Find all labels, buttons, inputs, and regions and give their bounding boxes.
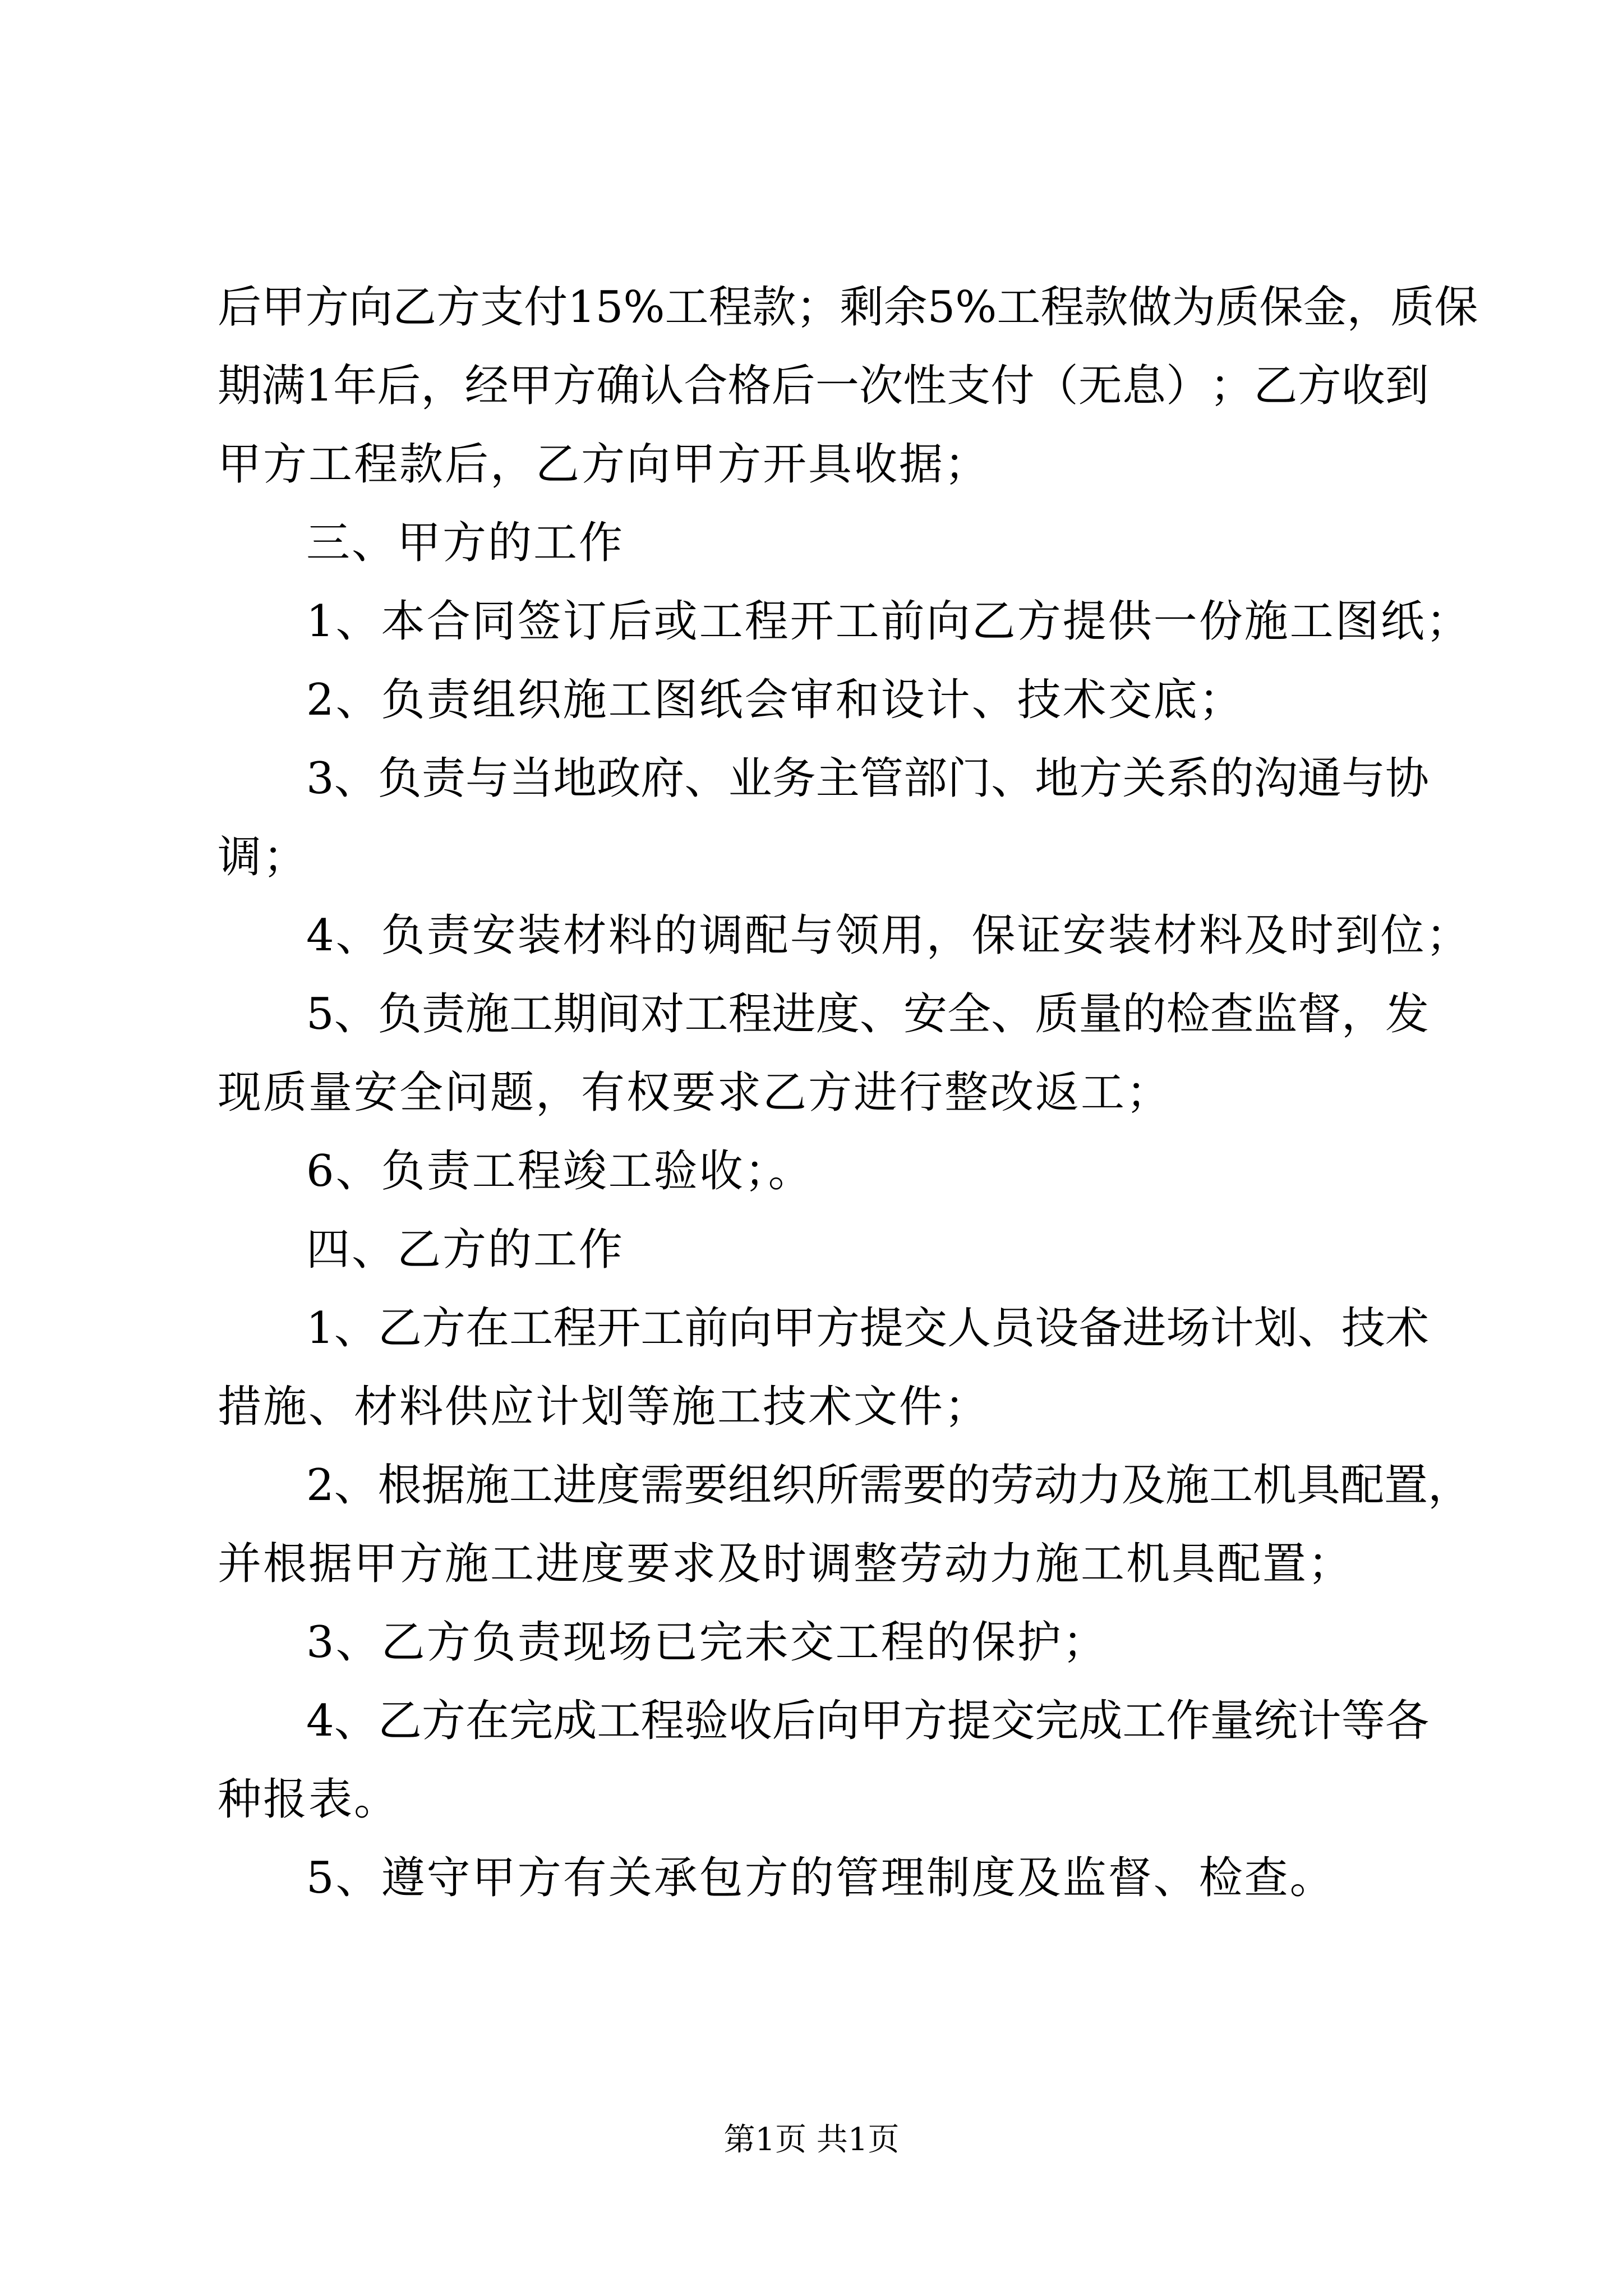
glyph: 收 xyxy=(728,1696,772,1746)
glyph: 统 xyxy=(1253,1696,1298,1746)
glyph: 甲 xyxy=(261,282,306,333)
glyph: 、 xyxy=(334,1460,378,1511)
glyph: 计 xyxy=(1297,1696,1341,1746)
list-item-party-b-4 xyxy=(306,1682,1429,1760)
glyph: 甲 xyxy=(508,361,552,411)
glyph: 的 xyxy=(946,1460,990,1511)
list-item-party-a-2: 2、负责组织施工图纸会审和设计、技术交底； xyxy=(306,675,1244,725)
glyph: 后 xyxy=(771,361,815,411)
glyph: 业 xyxy=(728,753,772,804)
glyph: 组 xyxy=(727,1460,772,1511)
glyph: 工 xyxy=(1209,1460,1253,1511)
list-item-party-a-3-cont: 调； xyxy=(218,832,309,882)
glyph: 期 xyxy=(218,361,262,411)
glyph: 量 xyxy=(1210,1696,1254,1746)
glyph: 具 xyxy=(1296,1460,1340,1511)
glyph: 工 xyxy=(997,282,1041,333)
glyph: 各 xyxy=(1385,1696,1429,1746)
glyph: 要 xyxy=(902,1460,947,1511)
glyph: 施 xyxy=(1165,1460,1209,1511)
glyph: 间 xyxy=(597,989,641,1039)
list-item-party-b-1-cont: 措施、材料供应计划等施工技术文件； xyxy=(218,1382,990,1432)
glyph: 工 xyxy=(684,989,728,1039)
list-item-party-a-1: 1、本合同签订后或工程开工前向乙方提供一份施工图纸； xyxy=(306,596,1472,647)
glyph: 计 xyxy=(1210,1303,1254,1354)
glyph: 性 xyxy=(903,361,947,411)
glyph: 负 xyxy=(377,989,422,1039)
glyph: 程 xyxy=(708,282,753,333)
glyph: 保 xyxy=(1259,282,1303,333)
glyph: 作 xyxy=(1166,1696,1210,1746)
glyph: 格 xyxy=(727,361,772,411)
glyph: 方 xyxy=(305,282,349,333)
glyph: 配 xyxy=(1340,1460,1385,1511)
glyph: 余 xyxy=(883,282,928,333)
glyph: 设 xyxy=(1035,1303,1079,1354)
glyph: 、 xyxy=(991,989,1035,1039)
list-item-party-a-3 xyxy=(306,739,1429,818)
glyph: 满 xyxy=(261,361,306,411)
glyph: 次 xyxy=(859,361,903,411)
glyph: 1 xyxy=(306,1303,334,1354)
glyph: 关 xyxy=(1122,753,1166,804)
glyph: 发 xyxy=(1385,989,1429,1039)
glyph: 方 xyxy=(421,1303,465,1354)
glyph: 协 xyxy=(1385,753,1429,804)
glyph: 息 xyxy=(1122,361,1166,411)
glyph: 施 xyxy=(465,1460,509,1511)
glyph: 款 xyxy=(752,282,796,333)
text-line-3: 甲方工程款后，乙方向甲方开具收据； xyxy=(218,439,990,490)
glyph: 向 xyxy=(349,282,393,333)
glyph: 、 xyxy=(684,753,728,804)
glyph: 支 xyxy=(947,361,991,411)
glyph: 根 xyxy=(377,1460,422,1511)
glyph: 方 xyxy=(903,1696,947,1746)
glyph: ； xyxy=(796,282,840,333)
glyph: 后 xyxy=(377,361,421,411)
glyph: 术 xyxy=(1385,1303,1429,1354)
glyph: 15% xyxy=(568,282,665,333)
glyph: ； xyxy=(1210,361,1254,411)
list-item-party-a-5-cont: 现质量安全问题，有权要求乙方进行整改返工； xyxy=(218,1068,1172,1118)
glyph: 织 xyxy=(771,1460,815,1511)
glyph: 成 xyxy=(1078,1696,1123,1746)
glyph: 完 xyxy=(509,1696,554,1746)
glyph: 责 xyxy=(421,989,465,1039)
glyph: 地 xyxy=(1035,753,1079,804)
glyph: 支 xyxy=(480,282,524,333)
glyph: 进 xyxy=(552,1460,597,1511)
glyph: 工 xyxy=(640,1303,685,1354)
glyph: 成 xyxy=(553,1696,597,1746)
glyph: 、 xyxy=(334,1696,378,1746)
glyph: 收 xyxy=(1341,361,1385,411)
glyph: 付 xyxy=(990,361,1035,411)
glyph: 通 xyxy=(1297,753,1341,804)
glyph: 剩 xyxy=(840,282,884,333)
glyph: 、 xyxy=(334,753,378,804)
glyph: 程 xyxy=(553,1303,597,1354)
glyph: 一 xyxy=(815,361,859,411)
glyph: 年 xyxy=(333,361,377,411)
glyph: 确 xyxy=(596,361,640,411)
glyph: 督 xyxy=(1297,989,1341,1039)
glyph: 务 xyxy=(772,753,816,804)
glyph: ） xyxy=(1166,361,1210,411)
glyph: 需 xyxy=(859,1460,903,1511)
list-item-party-b-3: 3、乙方负责现场已完未交工程的保护； xyxy=(306,1617,1108,1668)
glyph: 府 xyxy=(640,753,685,804)
glyph: 门 xyxy=(947,753,992,804)
glyph: ， xyxy=(1347,282,1391,333)
glyph: 与 xyxy=(465,753,510,804)
glyph: 4 xyxy=(306,1696,334,1746)
glyph: 负 xyxy=(377,753,422,804)
glyph: 工 xyxy=(1122,1696,1166,1746)
glyph: 金 xyxy=(1303,282,1347,333)
glyph: 劳 xyxy=(990,1460,1034,1511)
glyph: 、 xyxy=(859,989,903,1039)
glyph: 开 xyxy=(597,1303,641,1354)
glyph: 程 xyxy=(640,1696,685,1746)
glyph: 方 xyxy=(1078,753,1123,804)
glyph: 量 xyxy=(1078,989,1123,1039)
glyph: 据 xyxy=(421,1460,465,1511)
glyph: 5% xyxy=(927,282,997,333)
glyph: 、 xyxy=(334,1303,378,1354)
glyph: 在 xyxy=(465,1303,510,1354)
glyph: 提 xyxy=(859,1303,903,1354)
glyph: 在 xyxy=(465,1696,510,1746)
glyph: 动 xyxy=(1034,1460,1078,1511)
glyph: 政 xyxy=(597,753,641,804)
glyph: 后 xyxy=(218,282,262,333)
glyph: 交 xyxy=(991,1696,1035,1746)
section-heading-3: 三、甲方的工作 xyxy=(306,518,625,568)
glyph: 安 xyxy=(903,989,947,1039)
glyph: 方 xyxy=(421,1696,465,1746)
glyph: 等 xyxy=(1341,1696,1385,1746)
glyph: 查 xyxy=(1210,989,1254,1039)
glyph: 合 xyxy=(684,361,728,411)
glyph: 付 xyxy=(524,282,568,333)
glyph: 程 xyxy=(728,989,772,1039)
glyph: 向 xyxy=(815,1696,860,1746)
glyph: 管 xyxy=(859,753,903,804)
glyph: 方 xyxy=(1297,361,1341,411)
glyph: 2 xyxy=(306,1460,334,1511)
glyph: 程 xyxy=(1040,282,1085,333)
glyph: 的 xyxy=(1122,989,1166,1039)
glyph: 地 xyxy=(553,753,597,804)
glyph: 及 xyxy=(1121,1460,1165,1511)
glyph: 经 xyxy=(464,361,509,411)
list-item-party-b-2 xyxy=(306,1446,1472,1525)
glyph: 置 xyxy=(1384,1460,1428,1511)
glyph: 无 xyxy=(1078,361,1122,411)
list-item-party-b-4-cont: 种报表。 xyxy=(218,1774,400,1825)
glyph: 度 xyxy=(596,1460,640,1511)
glyph: 到 xyxy=(1385,361,1429,411)
glyph: 度 xyxy=(815,989,860,1039)
section-heading-4: 四、乙方的工作 xyxy=(306,1225,625,1275)
glyph: 验 xyxy=(684,1696,728,1746)
glyph: ， xyxy=(421,361,465,411)
glyph: 甲 xyxy=(859,1696,903,1746)
glyph: 1 xyxy=(305,361,333,411)
glyph: 的 xyxy=(1210,753,1254,804)
glyph: 乙 xyxy=(393,282,437,333)
glyph: 质 xyxy=(1035,989,1079,1039)
glyph: 款 xyxy=(1084,282,1128,333)
glyph: 当 xyxy=(509,753,554,804)
glyph: 进 xyxy=(1122,1303,1166,1354)
glyph: 责 xyxy=(421,753,465,804)
glyph: 工 xyxy=(509,1303,554,1354)
glyph: ， xyxy=(1428,1460,1472,1511)
list-item-party-b-2-cont: 并根据甲方施工进度要求及时调整劳动力施工机具配置； xyxy=(218,1539,1354,1589)
glyph: 划 xyxy=(1253,1303,1298,1354)
glyph: 质 xyxy=(1390,282,1435,333)
glyph: 工 xyxy=(597,1696,641,1746)
glyph: 方 xyxy=(552,361,596,411)
glyph: 为 xyxy=(1172,282,1216,333)
text-line-1 xyxy=(218,268,1478,347)
glyph: 场 xyxy=(1166,1303,1210,1354)
glyph: 乙 xyxy=(377,1303,422,1354)
list-item-party-a-6: 6、负责工程竣工验收；。 xyxy=(306,1146,814,1197)
glyph: 完 xyxy=(1035,1696,1079,1746)
glyph: 做 xyxy=(1128,282,1172,333)
glyph: 认 xyxy=(640,361,684,411)
glyph: 乙 xyxy=(1253,361,1298,411)
glyph: 技 xyxy=(1341,1303,1385,1354)
glyph: 、 xyxy=(1297,1303,1341,1354)
glyph: 对 xyxy=(640,989,685,1039)
glyph: 备 xyxy=(1078,1303,1123,1354)
glyph: 质 xyxy=(1215,282,1260,333)
glyph: 前 xyxy=(684,1303,728,1354)
glyph: ， xyxy=(1341,989,1385,1039)
glyph: 、 xyxy=(334,989,378,1039)
glyph: 、 xyxy=(991,753,1035,804)
glyph: （ xyxy=(1034,361,1078,411)
glyph: 3 xyxy=(306,753,334,804)
list-item-party-a-5 xyxy=(306,975,1429,1053)
glyph: 5 xyxy=(306,989,334,1039)
glyph: 检 xyxy=(1166,989,1210,1039)
page-footer: 第1页 共1页 xyxy=(723,2122,900,2158)
glyph: 方 xyxy=(436,282,481,333)
glyph: 沟 xyxy=(1253,753,1298,804)
glyph: 保 xyxy=(1434,282,1478,333)
glyph: 提 xyxy=(947,1696,992,1746)
glyph: 期 xyxy=(553,989,597,1039)
glyph: 进 xyxy=(772,989,816,1039)
glyph: 力 xyxy=(1077,1460,1122,1511)
glyph: 主 xyxy=(815,753,860,804)
glyph: 人 xyxy=(947,1303,992,1354)
glyph: 需 xyxy=(640,1460,684,1511)
glyph: 乙 xyxy=(377,1696,422,1746)
glyph: 员 xyxy=(991,1303,1035,1354)
list-item-party-b-5: 5、遵守甲方有关承包方的管理制度及监督、检查。 xyxy=(306,1853,1335,1903)
glyph: 方 xyxy=(815,1303,860,1354)
glyph: 系 xyxy=(1166,753,1210,804)
glyph: 部 xyxy=(903,753,947,804)
glyph: 与 xyxy=(1341,753,1385,804)
glyph: 工 xyxy=(509,1460,553,1511)
list-item-party-b-1 xyxy=(306,1289,1429,1368)
text-line-2 xyxy=(218,347,1429,425)
glyph: 交 xyxy=(903,1303,947,1354)
glyph: 监 xyxy=(1253,989,1298,1039)
glyph: 工 xyxy=(665,282,709,333)
glyph: 后 xyxy=(772,1696,816,1746)
glyph: 机 xyxy=(1252,1460,1297,1511)
glyph: 向 xyxy=(728,1303,772,1354)
list-item-party-a-4: 4、负责安装材料的调配与领用，保证安装材料及时到位； xyxy=(306,910,1472,961)
glyph: 所 xyxy=(815,1460,859,1511)
glyph: 工 xyxy=(509,989,554,1039)
glyph: 要 xyxy=(684,1460,728,1511)
glyph: 全 xyxy=(947,989,992,1039)
glyph: 甲 xyxy=(772,1303,816,1354)
glyph: 施 xyxy=(465,989,510,1039)
